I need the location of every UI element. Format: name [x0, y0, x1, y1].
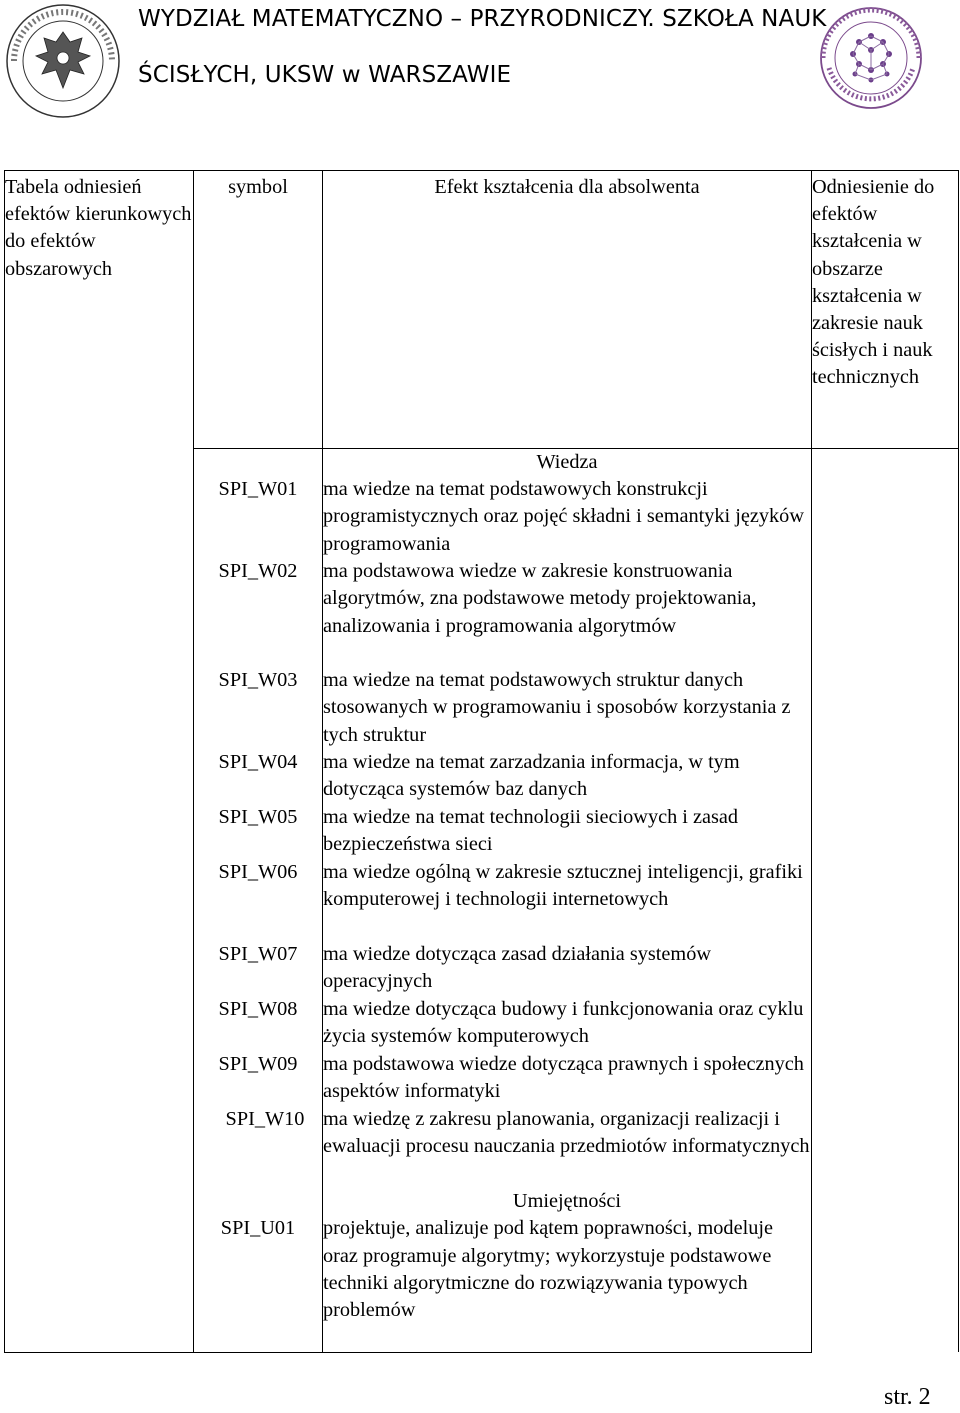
table-caption: Tabela odniesień efektów kierunkowych do efektów obszarowych — [5, 176, 192, 280]
row-symbol: SPI_W10 — [194, 1106, 323, 1188]
header-title-line-1: WYDZIAŁ MATEMATYCZNO – PRZYRODNICZY. SZKOŁA NAUK — [138, 6, 827, 32]
row-symbol: SPI_W08 — [194, 996, 323, 1051]
row-effect: ma podstawowa wiedze dotycząca prawnych i społecznych aspektów informatyki — [323, 1051, 812, 1106]
row-symbol: SPI_W07 — [194, 941, 323, 996]
header-symbol: symbol — [194, 171, 323, 449]
reference-empty-cell — [812, 449, 959, 1353]
row-effect: ma wiedze na temat zarzadzania informacja, w tym dotycząca systemów baz danych — [323, 749, 812, 804]
row-symbol: SPI_W04 — [194, 749, 323, 804]
row-effect: projektuje, analizuje pod kątem poprawności, modeluje oraz programuje algorytmy; wykorzystuje podstawowe techniki algorytmiczne do rozwiązywania typowych problemów — [323, 1215, 812, 1352]
row-symbol: SPI_W01 — [194, 476, 323, 558]
section-title: Umiejętności — [323, 1188, 812, 1215]
page-header — [0, 0, 960, 120]
table-caption-cell — [5, 171, 194, 1353]
row-effect: ma wiedze na temat podstawowych konstrukcji programistycznych oraz pojęć składni i semantyki języków programowania — [323, 476, 812, 558]
row-symbol: SPI_W02 — [194, 558, 323, 667]
row-effect: ma wiedzę z zakresu planowania, organizacji realizacji i ewaluacji procesu nauczania przedmiotów informatycznych — [323, 1106, 812, 1188]
effects-reference-table — [4, 170, 959, 1353]
page-number: str. 2 — [884, 1384, 931, 1410]
section-title: Wiedza — [323, 449, 812, 477]
row-symbol: SPI_W09 — [194, 1051, 323, 1106]
row-symbol: SPI_U01 — [194, 1215, 323, 1352]
row-symbol: SPI_W05 — [194, 804, 323, 859]
row-effect: ma wiedze dotycząca budowy i funkcjonowania oraz cyklu życia systemów komputerowych — [323, 996, 812, 1051]
header-title-line-2: ŚCISŁYCH, UKSW w WARSZAWIE — [138, 62, 512, 88]
table-header-row — [5, 171, 959, 449]
row-effect: ma wiedze na temat technologii sieciowych i zasad bezpieczeństwa sieci — [323, 804, 812, 859]
row-symbol: SPI_W03 — [194, 667, 323, 749]
row-symbol: SPI_W06 — [194, 859, 323, 941]
faculty-seal-icon — [815, 6, 927, 110]
row-effect: ma podstawowa wiedze w zakresie konstruowania algorytmów, zna podstawowe metody projektowania, analizowania i programowania algorytmów — [323, 558, 812, 667]
row-effect: ma wiedze dotycząca zasad działania systemów operacyjnych — [323, 941, 812, 996]
university-seal-icon — [4, 2, 122, 120]
header-effect: Efekt kształcenia dla absolwenta — [323, 171, 812, 449]
row-effect: ma wiedze na temat podstawowych struktur danych stosowanych w programowaniu i sposobów korzystania z tych struktur — [323, 667, 812, 749]
row-effect: ma wiedze ogólną w zakresie sztucznej inteligencji, grafiki komputerowej i technologii internetowych — [323, 859, 812, 941]
header-reference: Odniesienie do efektów kształcenia w obszarze kształcenia w zakresie nauk ścisłych i nauk technicznych — [812, 171, 959, 449]
